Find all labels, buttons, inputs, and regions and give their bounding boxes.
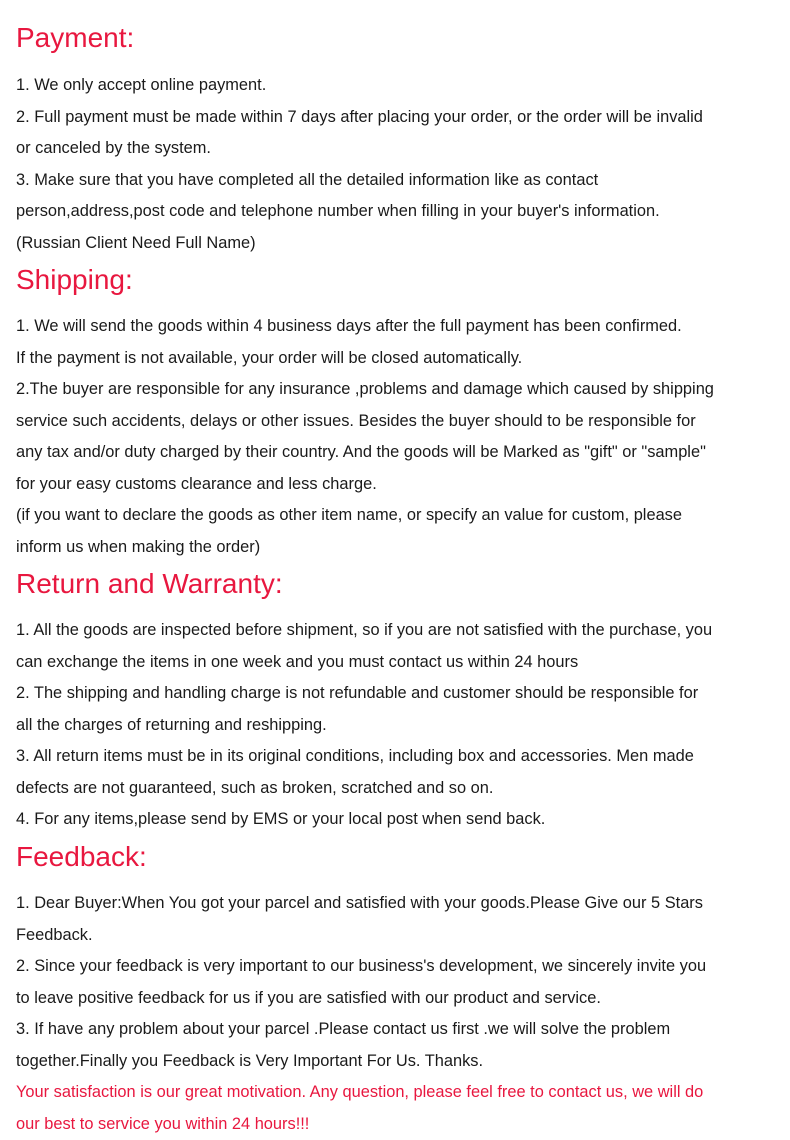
- shipping-heading: Shipping:: [16, 263, 133, 297]
- shipping-section: [16, 311, 714, 563]
- payment-line-6: (Russian Client Need Full Name): [16, 228, 703, 260]
- shipping-line-2: If the payment is not available, your order will be closed automatically.: [16, 343, 714, 375]
- closing-line-2: our best to service you within 24 hours!!!: [16, 1109, 706, 1140]
- return-line-6: defects are not guaranteed, such as broken, scratched and so on.: [16, 773, 712, 805]
- feedback-section: [16, 888, 706, 1140]
- shipping-line-4: service such accidents, delays or other issues. Besides the buyer should to be responsible for: [16, 406, 714, 438]
- payment-line-1: 1. We only accept online payment.: [16, 70, 703, 102]
- feedback-line-4: to leave positive feedback for us if you are satisfied with our product and service.: [16, 983, 706, 1015]
- payment-line-5: person,address,post code and telephone number when filling in your buyer's information.: [16, 196, 703, 228]
- return-line-7: 4. For any items,please send by EMS or your local post when send back.: [16, 804, 712, 836]
- return-line-4: all the charges of returning and reshipping.: [16, 710, 712, 742]
- shipping-line-6: for your easy customs clearance and less charge.: [16, 469, 714, 501]
- shipping-line-3: 2.The buyer are responsible for any insurance ,problems and damage which caused by shipping: [16, 374, 714, 406]
- payment-section: [16, 70, 703, 259]
- feedback-line-5: 3. If have any problem about your parcel .Please contact us first .we will solve the problem: [16, 1014, 706, 1046]
- return-warranty-heading: Return and Warranty:: [16, 567, 283, 601]
- return-line-3: 2. The shipping and handling charge is not refundable and customer should be responsible for: [16, 678, 712, 710]
- feedback-line-1: 1. Dear Buyer:When You got your parcel and satisfied with your goods.Please Give our 5 Stars: [16, 888, 706, 920]
- closing-line-1: Your satisfaction is our great motivation. Any question, please feel free to contact us, we will do: [16, 1077, 706, 1109]
- return-line-2: can exchange the items in one week and you must contact us within 24 hours: [16, 647, 712, 679]
- payment-heading: Payment:: [16, 21, 134, 55]
- feedback-line-6: together.Finally you Feedback is Very Important For Us. Thanks.: [16, 1046, 706, 1078]
- return-line-5: 3. All return items must be in its original conditions, including box and accessories. Men made: [16, 741, 712, 773]
- feedback-line-2: Feedback.: [16, 920, 706, 952]
- payment-line-2: 2. Full payment must be made within 7 days after placing your order, or the order will be invalid: [16, 102, 703, 134]
- shipping-line-1: 1. We will send the goods within 4 business days after the full payment has been confirmed.: [16, 311, 714, 343]
- shipping-line-8: inform us when making the order): [16, 532, 714, 564]
- payment-line-3: or canceled by the system.: [16, 133, 703, 165]
- shipping-line-5: any tax and/or duty charged by their country. And the goods will be Marked as "gift" or "sample": [16, 437, 714, 469]
- payment-line-4: 3. Make sure that you have completed all the detailed information like as contact: [16, 165, 703, 197]
- feedback-heading: Feedback:: [16, 840, 147, 874]
- shipping-line-7: (if you want to declare the goods as other item name, or specify an value for custom, please: [16, 500, 714, 532]
- return-line-1: 1. All the goods are inspected before shipment, so if you are not satisfied with the purchase, you: [16, 615, 712, 647]
- feedback-line-3: 2. Since your feedback is very important to our business's development, we sincerely invite you: [16, 951, 706, 983]
- return-warranty-section: [16, 615, 712, 836]
